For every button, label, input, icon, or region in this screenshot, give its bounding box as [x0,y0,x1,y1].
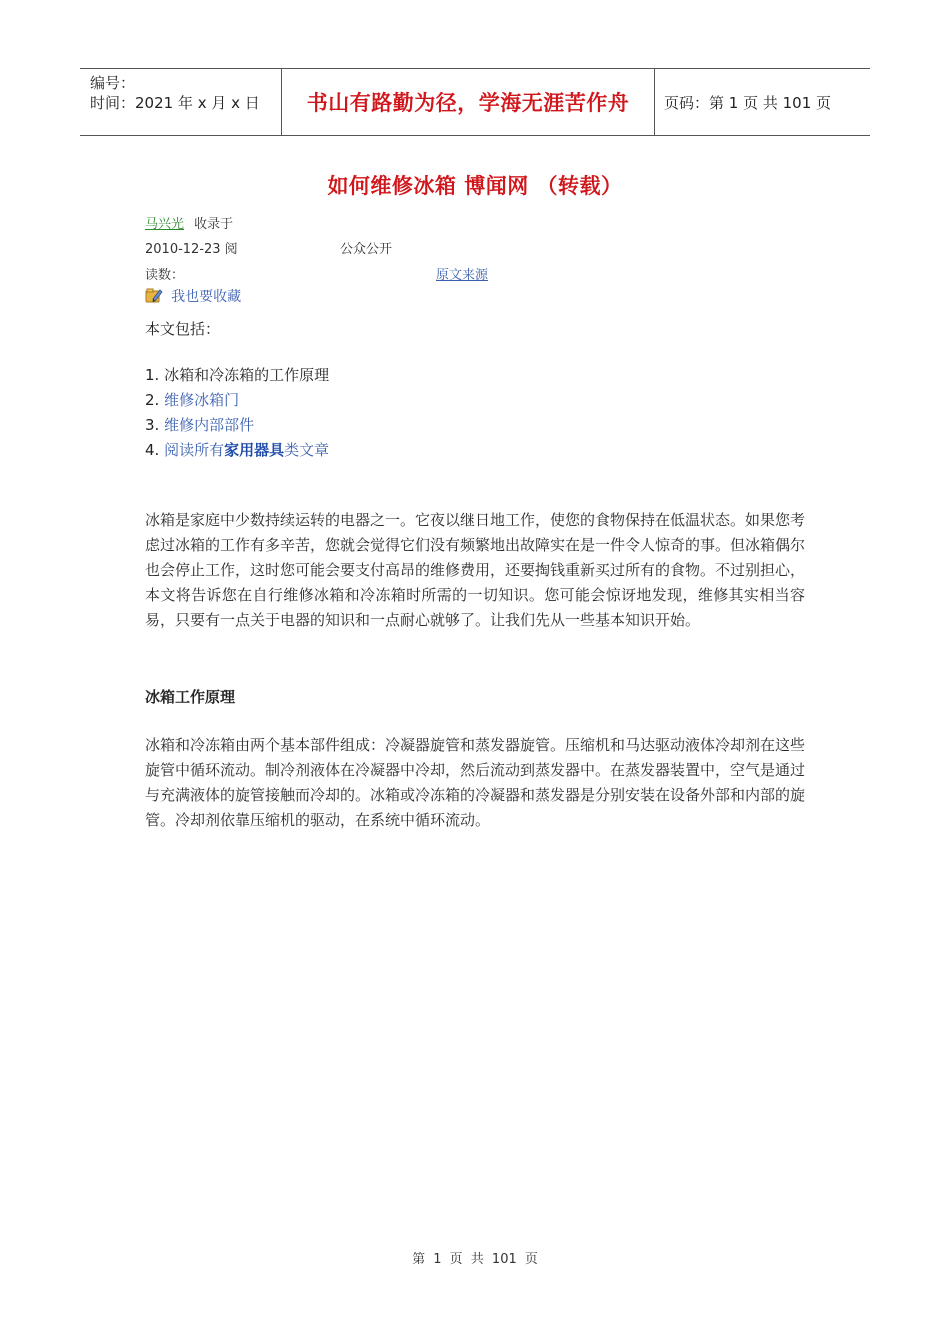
reads-label: 读数： [145,268,185,283]
intro-paragraph: 冰箱是家庭中少数持续运转的电器之一。它夜以继日地工作，使您的食物保持在低温状态。如果您考虑过冰箱的工作有多辛苦，您就会觉得它们没有频繁地出故障实在是一件令人惊奇的事。但冰箱偶尔也会停止工作，这时您可能会要支付高昂的维修费用，还要掏钱重新买过所有的食物。不过别担心，本文将告诉您在自行维修冰箱和冷冻箱时所需的一切知识。您可能会惊讶地发现，维修其实相当容易，只要有一点关于电器的知识和一点耐心就够了。让我们先从一些基本知识开始。 [145,511,806,629]
toc-link[interactable]: 维修内部部件 [164,416,255,434]
header-motto-cell [282,69,655,135]
collected-label: 收录于 [194,217,234,232]
number-label: 编号： [90,74,136,92]
author-link[interactable]: 马兴光 [145,217,185,232]
toc-item-4[interactable] [145,439,329,460]
toc-num: 4. [145,441,160,459]
favorite-row[interactable] [145,286,241,306]
folder-pencil-icon [145,286,163,304]
source-link[interactable]: 原文来源 [436,268,489,283]
toc-intro: 本文包括： [145,320,221,338]
date-text: 2010-12-23 阅 [145,242,238,257]
favorite-link[interactable]: 我也要收藏 [171,289,242,305]
author-line [145,213,233,232]
toc-link-post[interactable]: 类文章 [284,441,330,459]
section-heading: 冰箱工作原理 [145,688,236,706]
toc-item-1 [145,364,329,385]
header-page-cell [655,69,870,135]
visibility-text: 公众公开 [340,242,393,257]
section-paragraph: 冰箱和冷冻箱由两个基本部件组成：冷凝器旋管和蒸发器旋管。压缩机和马达驱动液体冷却剂在这些旋管中循环流动。制冷剂液体在冷凝器中冷却，然后流动到蒸发器中。在蒸发器装置中，空气是通过与充满液体的旋管接触而冷却的。冰箱或冷冻箱的冷凝器和蒸发器是分别安装在设备外部和内部的旋管。冷却剂依靠压缩机的驱动，在系统中循环流动。 [145,736,806,829]
toc-link-pre[interactable]: 阅读所有 [164,441,225,459]
toc-item-3[interactable] [145,414,254,435]
source-link-wrap [436,264,488,283]
header-meta-cell [80,69,282,135]
page-header [80,68,870,136]
toc-link[interactable]: 维修冰箱门 [164,391,240,409]
toc-item-2[interactable] [145,389,239,410]
toc-num: 1. [145,366,160,384]
toc-num: 3. [145,416,160,434]
motto: 书山有路勤为径，学海无涯苦作舟 [306,91,630,115]
page-label: 页码：第 1 页 共 101 页 [664,93,832,112]
toc-text: 冰箱和冷冻箱的工作原理 [164,366,330,384]
toc-link-bold[interactable]: 家用器具 [224,441,285,459]
page-footer: 第 1 页 共 101 页 [412,1252,538,1267]
date-line [145,238,238,257]
toc-num: 2. [145,391,160,409]
time-label: 时间：2021 年 x 月 x 日 [90,94,260,112]
article-title: 如何维修冰箱 博闻网 （转载） [327,174,623,198]
